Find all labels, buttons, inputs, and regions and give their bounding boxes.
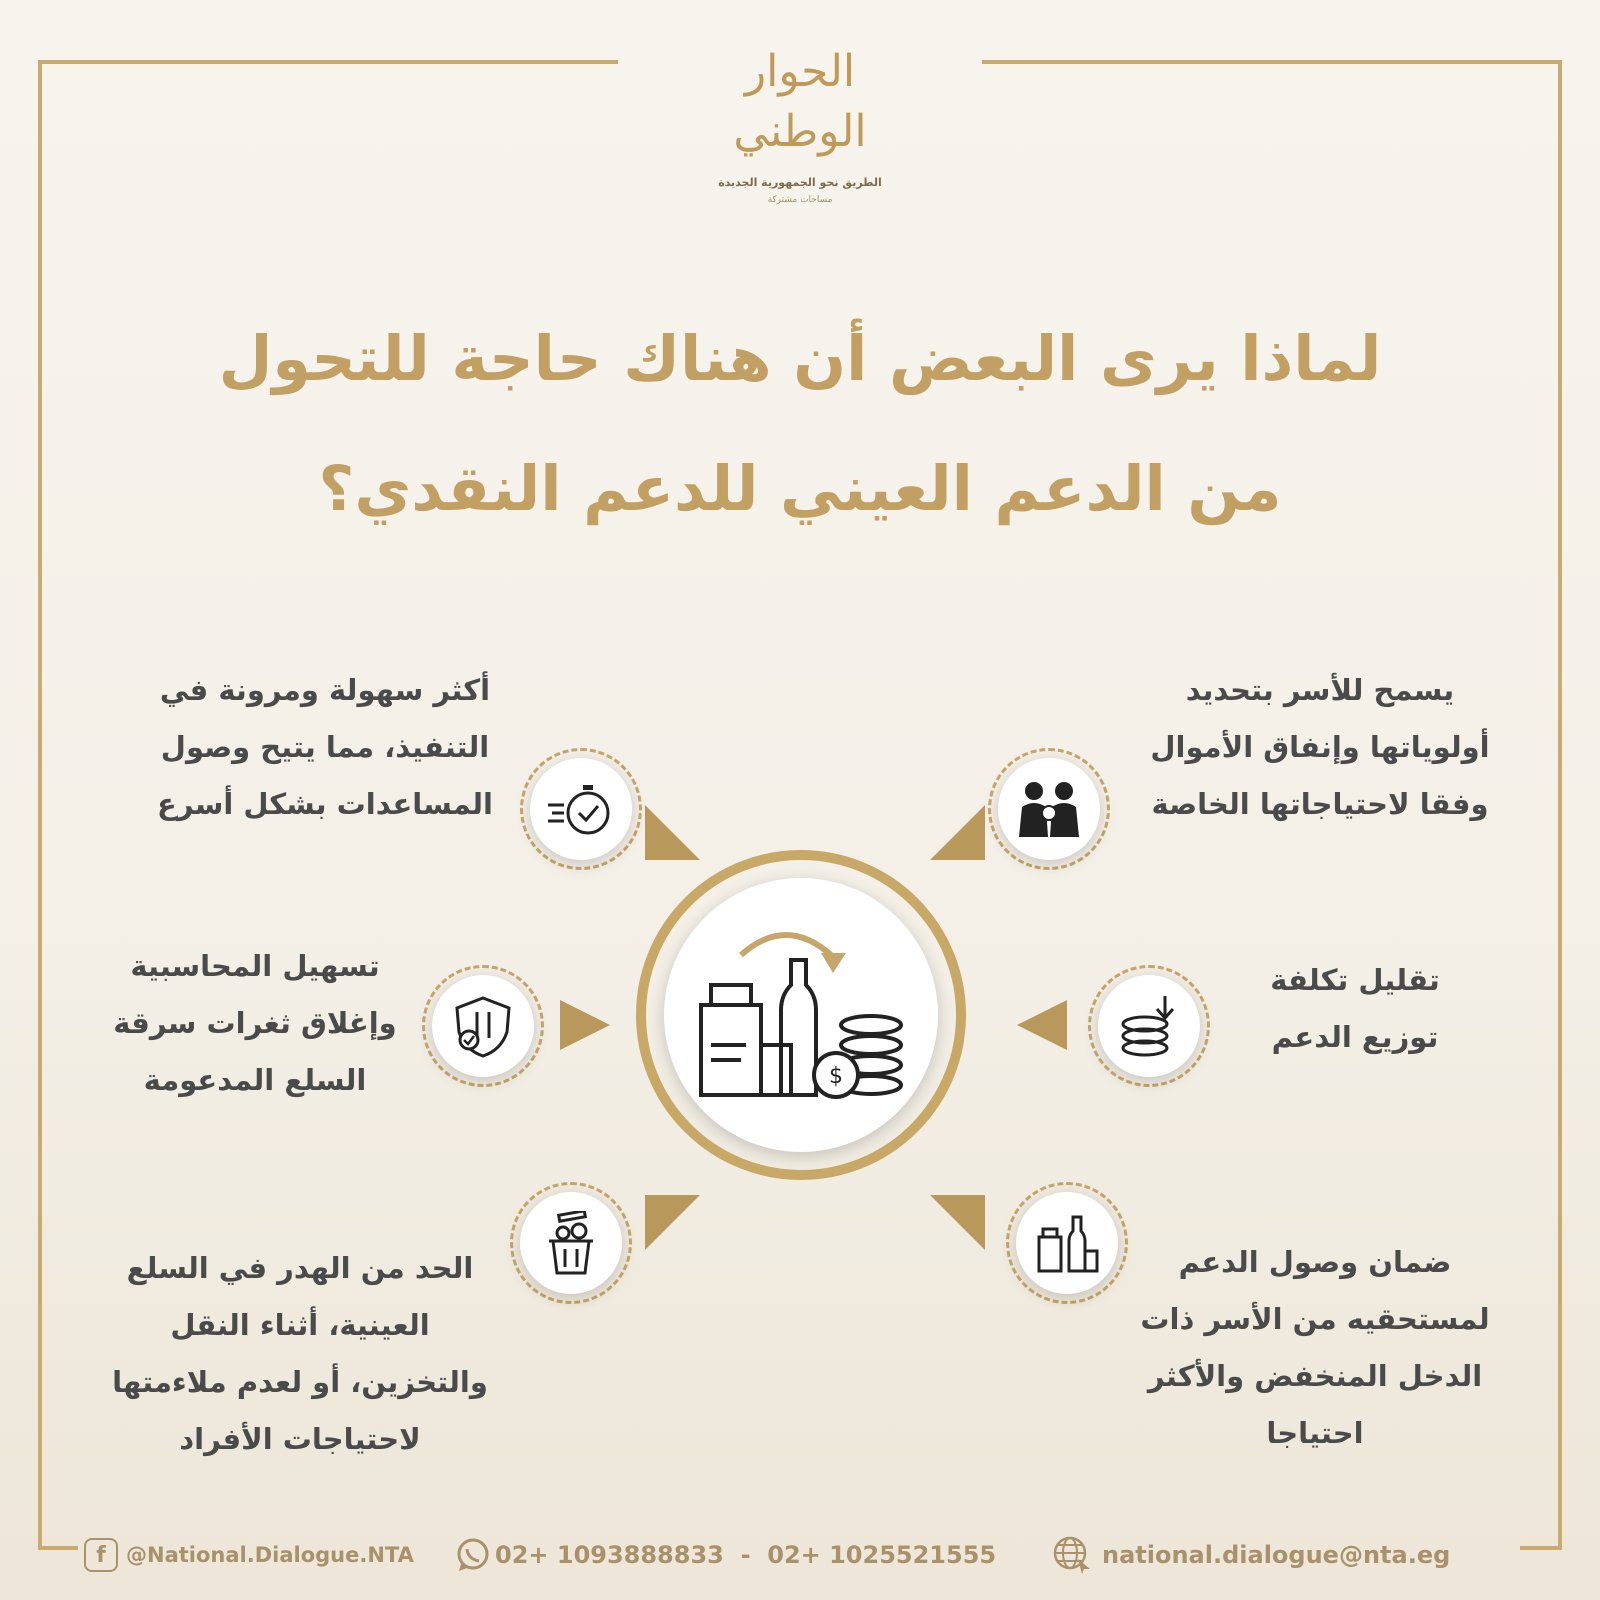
- svg-text:$: $: [829, 1064, 843, 1089]
- item-family: [1130, 662, 1510, 833]
- globe-icon: [1052, 1535, 1092, 1575]
- arrow-mid-right: [1012, 995, 1072, 1055]
- email-address: national.dialogue@nta.eg: [1102, 1541, 1451, 1569]
- item-shield-line-2: وإغلاق ثغرات سرقة: [113, 1006, 397, 1040]
- shield-food-icon: [451, 994, 515, 1058]
- item-coins: [1220, 952, 1490, 1066]
- center-circle: [664, 878, 938, 1152]
- footer-phones[interactable]: [455, 1530, 996, 1580]
- stopwatch-icon: [546, 779, 616, 839]
- item-trash-line-1: الحد من الهدر في السلع: [126, 1251, 474, 1285]
- arrow-mid-left: [555, 995, 615, 1055]
- logo-subtitle: الطريق نحو الجمهورية الجديدة: [718, 176, 882, 189]
- arrow-top-left: [635, 800, 705, 870]
- item-shield-line-3: السلع المدعومة: [143, 1063, 367, 1097]
- circle-groceries: [1016, 1192, 1118, 1294]
- whatsapp-icon: [455, 1537, 491, 1573]
- facebook-icon: f: [84, 1538, 118, 1572]
- groceries-icon: [1035, 1211, 1099, 1275]
- item-trash-line-4: لاحتياجات الأفراد: [179, 1422, 421, 1456]
- item-stopwatch: [140, 662, 510, 833]
- item-stopwatch-line-1: أكثر سهولة ومرونة في: [159, 673, 491, 707]
- footer-facebook[interactable]: [84, 1530, 414, 1580]
- footer-email[interactable]: [1052, 1530, 1450, 1580]
- title-line-2: من الدعم العيني للدعم النقدي؟: [318, 452, 1282, 525]
- arrow-bottom-left: [635, 1185, 705, 1255]
- frame-bottom-left: [38, 1546, 78, 1550]
- item-stopwatch-line-3: المساعدات بشكل أسرع: [157, 787, 493, 821]
- frame-top-right: [982, 60, 1562, 64]
- item-groceries-line-1: ضمان وصول الدعم: [1178, 1245, 1452, 1279]
- frame-left: [38, 60, 42, 1550]
- frame-top-left: [38, 60, 618, 64]
- facebook-handle: @National.Dialogue.NTA: [126, 1543, 414, 1567]
- circle-coins: [1098, 975, 1200, 1077]
- trash-food-icon: [539, 1211, 603, 1275]
- arrow-bottom-right: [925, 1185, 995, 1255]
- item-stopwatch-line-2: التنفيذ، مما يتيح وصول: [160, 730, 490, 764]
- item-coins-line-2: توزيع الدعم: [1271, 1020, 1439, 1054]
- logo-main: الحوار الوطني: [733, 46, 867, 157]
- item-groceries: [1120, 1234, 1510, 1462]
- item-groceries-line-2: لمستحقيه من الأسر ذات: [1140, 1302, 1490, 1336]
- item-coins-line-1: تقليل تكلفة: [1270, 963, 1440, 997]
- title-line-1: لماذا يرى البعض أن هناك حاجة للتحول: [218, 322, 1382, 395]
- item-groceries-line-4: احتياجا: [1266, 1416, 1364, 1450]
- phone-numbers: 02+ 1093888833 - 02+ 1025521555: [495, 1541, 997, 1569]
- circle-family: [998, 758, 1100, 860]
- frame-bottom-right: [1520, 1546, 1562, 1550]
- item-trash: [90, 1240, 510, 1468]
- item-family-line-1: يسمح للأسر بتحديد: [1185, 673, 1455, 707]
- item-family-line-2: أولوياتها وإنفاق الأموال: [1150, 730, 1490, 764]
- family-icon: [1014, 779, 1084, 839]
- circle-stopwatch: [530, 758, 632, 860]
- item-trash-line-2: العينية، أثناء النقل: [170, 1308, 430, 1342]
- item-groceries-line-3: الدخل المنخفض والأكثر: [1147, 1359, 1483, 1393]
- item-shield-line-1: تسهيل المحاسبية: [130, 949, 380, 983]
- arrow-top-right: [925, 800, 995, 870]
- circle-shield: [432, 975, 534, 1077]
- coins-down-icon: [1117, 994, 1181, 1058]
- frame-right: [1558, 60, 1562, 1550]
- logo-tagline: مساحات مشتركة: [767, 195, 833, 205]
- goods-to-cash-icon: [686, 915, 916, 1115]
- item-trash-line-3: والتخزين، أو لعدم ملاءمتها: [112, 1365, 488, 1399]
- circle-trash: [520, 1192, 622, 1294]
- item-shield: [100, 938, 410, 1109]
- logo: [680, 32, 920, 205]
- item-family-line-3: وفقا لاحتياجاتها الخاصة: [1151, 787, 1489, 821]
